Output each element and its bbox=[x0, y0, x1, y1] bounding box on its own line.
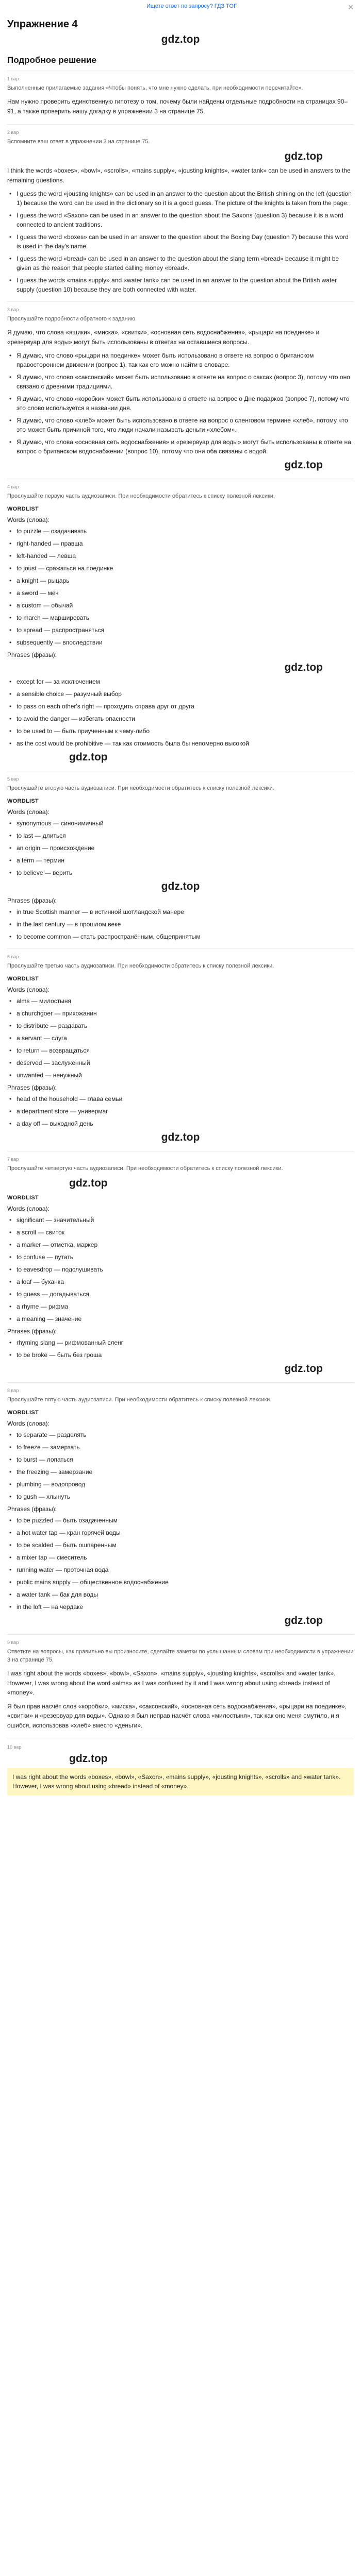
wordlist-title: WORDLIST bbox=[7, 1410, 39, 1416]
answer-label: 2 вар bbox=[7, 130, 19, 135]
answer-label: 6 вар bbox=[7, 954, 19, 960]
list-item: • I guess the word «bread» can be used in an answer to the question about the slang term «bread» because it might be given as the reason that people started calling money «bread». bbox=[7, 254, 354, 273]
answer-card-3 bbox=[7, 301, 354, 479]
list-item: • to spread — распространяться bbox=[7, 625, 354, 635]
answer-card-10 bbox=[7, 1739, 354, 1804]
list-item: • to march — маршировать bbox=[7, 613, 354, 622]
list-item: • I guess the words «mains supply» and «water tank» can be used in an answer to the question about the British water supply (question 10) because they are both connected with water. bbox=[7, 276, 354, 294]
page-title: Упражнение 4 bbox=[7, 19, 78, 30]
list-item: • to believe — верить bbox=[7, 868, 354, 877]
phrase-list bbox=[7, 1516, 354, 1612]
list-item: • I guess the word «Saxon» can be used in an answer to the question about the Saxons (question 3) because it is a word connected to ancient traditions. bbox=[7, 211, 354, 229]
list-item: • alms — милостыня bbox=[7, 996, 354, 1006]
word-list bbox=[7, 1215, 354, 1324]
list-item: • public mains supply — общественное водоснабжение bbox=[7, 1578, 354, 1587]
answer-label: 8 вар bbox=[7, 1388, 19, 1394]
answer-card-5 bbox=[7, 771, 354, 948]
list-item: • Я думаю, что слова «основная сеть водоснабжения» и «резервуар для воды» могут быть использованы в ответе на вопрос о британском водоснабжении (вопрос 10), потому что они оба связаны с водой. bbox=[7, 437, 354, 456]
list-item: • to be broke — быть без гроша bbox=[7, 1350, 354, 1360]
group-title: Words (слова): bbox=[7, 1205, 50, 1213]
list-item: • Я думаю, что слово «саксонский» может быть использовано в ответе на вопрос о саксах (вопрос 3), потому что оно связано с древними традициями. bbox=[7, 372, 354, 391]
watermark: gdz.top bbox=[161, 33, 200, 45]
answer-intro: Прослушайте четвертую часть аудиозаписи. При необходимости обратитесь к списку полезной лексики. bbox=[7, 1165, 283, 1172]
list-item: • a mixer tap — смеситель bbox=[7, 1553, 354, 1562]
list-item: • to eavesdrop — подслушивать bbox=[7, 1265, 354, 1274]
top-bar bbox=[0, 0, 361, 19]
list-item: • Я думаю, что слово «рыцари на поединке» может быть использовано в ответе на вопрос о британском правостороннем движении (вопрос 1), так как его можно найти в словаре. bbox=[7, 351, 354, 369]
watermark: gdz.top bbox=[284, 1363, 323, 1375]
list-item: • except for — за исключением bbox=[7, 677, 354, 686]
list-item: • I guess the word «jousting knights» can be used in an answer to the question about the British shining on the left (question 1) because the word can be used in the dictionary so it is a good guess. The picture of the knights is taken from the page. bbox=[7, 189, 354, 208]
list-item: • a hot water tap — кран горячей воды bbox=[7, 1528, 354, 1537]
list-item: • a loaf — буханка bbox=[7, 1277, 354, 1286]
group-title: Words (слова): bbox=[7, 986, 50, 994]
list-item: • a rhyme — рифма bbox=[7, 1302, 354, 1311]
answer-card-1 bbox=[7, 71, 354, 124]
list-item: • a term — термин bbox=[7, 856, 354, 865]
list-item: • plumbing — водопровод bbox=[7, 1480, 354, 1489]
answer-paragraph: Я думаю, что слова «ящики», «миска», «свитки», «основная сеть водоснабжения», «рыцари на поединке» и «резервуар для воды» могут быть использованы в ответах на оставшиеся вопросы. bbox=[7, 329, 320, 346]
answer-intro: Прослушайте третью часть аудиозаписи. При необходимости обратитесь к списку полезной лексики. bbox=[7, 963, 274, 970]
list-item: • rhyming slang — рифмованный сленг bbox=[7, 1338, 354, 1347]
answer-intro: Прослушайте первую часть аудиозаписи. При необходимости обратитесь к списку полезной лексики. bbox=[7, 493, 275, 500]
answer-intro: Прослушайте пятую часть аудиозаписи. При необходимости обратитесь к списку полезной лексики. bbox=[7, 1397, 272, 1403]
list-item: • a servant — слуга bbox=[7, 1033, 354, 1043]
list-item: • to joust — сражаться на поединке bbox=[7, 564, 354, 573]
list-item: • right-handed — правша bbox=[7, 539, 354, 548]
group-title: Phrases (фразы): bbox=[7, 1328, 57, 1335]
answer-paragraph: I was right about the words «boxes», «bowl», «Saxon», «mains supply», «jousting knights», «scrolls» and «water tank». However, I was wrong about the word «alms» as I was confused by it and I was wrong about using «bread» instead of «money». bbox=[7, 1669, 336, 1697]
list-item: • to burst — лопаться bbox=[7, 1455, 354, 1464]
answer-card-6 bbox=[7, 948, 354, 1151]
answer-intro: Вспомните ваш ответ в упражнении 3 на странице 75. bbox=[7, 139, 150, 145]
list-item: • to gush — хлынуть bbox=[7, 1492, 354, 1501]
group-title: Words (слова): bbox=[7, 516, 50, 524]
answer-label: 3 вар bbox=[7, 307, 19, 313]
answer-card-4 bbox=[7, 479, 354, 771]
list-item: • to guess — догадываться bbox=[7, 1290, 354, 1299]
list-item: • to freeze — замерзать bbox=[7, 1443, 354, 1452]
group-title: Phrases (фразы): bbox=[7, 1084, 57, 1092]
answer-label: 5 вар bbox=[7, 776, 19, 782]
list-item: • deserved — заслуженный bbox=[7, 1058, 354, 1067]
list-item: • subsequently — впоследствии bbox=[7, 638, 354, 647]
answer-label: 7 вар bbox=[7, 1157, 19, 1162]
answer-card-7 bbox=[7, 1151, 354, 1382]
answer-paragraph: Я был прав насчёт слов «коробки», «миска», «саксонский», «основная сеть водоснабжения», «рыцари на поединке», «свитки» и «резервуар для воды». Однако я был неправ насчёт слова «милостыня», так как оно меня смутило, и я ошибся, использовав «хлеб» вместо «деньги». bbox=[7, 1702, 347, 1729]
group-title: Words (слова): bbox=[7, 1420, 50, 1428]
list-item: • a water tank — бак для воды bbox=[7, 1590, 354, 1599]
phrase-list bbox=[7, 677, 354, 748]
list-item: • a marker — отметка, маркер bbox=[7, 1240, 354, 1249]
list-item: • a sword — меч bbox=[7, 588, 354, 598]
list-item: • Я думаю, что слово «хлеб» может быть использовано в ответе на вопрос о сленговом термине «хлеб», потому что это может быть причиной того, что люди начали называть деньги «хлебом». bbox=[7, 416, 354, 434]
wordlist-title: WORDLIST bbox=[7, 1195, 39, 1201]
list-item: • to avoid the danger — избегать опасности bbox=[7, 714, 354, 723]
word-list bbox=[7, 527, 354, 647]
watermark: gdz.top bbox=[284, 1615, 323, 1627]
word-list bbox=[7, 1430, 354, 1501]
list-item: • to distribute — раздавать bbox=[7, 1021, 354, 1030]
answer-label: 1 вар bbox=[7, 76, 19, 81]
group-title: Phrases (фразы): bbox=[7, 651, 57, 659]
watermark: gdz.top bbox=[161, 1131, 200, 1144]
answer-intro: Прослушайте подробности обратного к заданию. bbox=[7, 316, 137, 323]
list-item: • synonymous — синонимичный bbox=[7, 819, 354, 828]
list-item: • the freezing — замерзание bbox=[7, 1467, 354, 1477]
list-item: • to be scalded — быть ошпаренным bbox=[7, 1540, 354, 1550]
top-promo-link[interactable]: Ищете ответ по запросу? ГДЗ ТОП bbox=[146, 3, 238, 9]
list-item: • to become common — стать распространённым, общепринятым bbox=[7, 932, 354, 941]
list-item: • as the cost would be prohibitive — так как стоимость была бы непомерно высокой bbox=[7, 739, 354, 748]
list-item: • to return — возвращаться bbox=[7, 1046, 354, 1055]
list-item: • a day off — выходной день bbox=[7, 1119, 354, 1128]
answer-intro: Ответьте на вопросы, как правильно вы произносите, сделайте заметки по услышанным словам при необходимости в упражнении 3 на странице 75. bbox=[7, 1649, 354, 1663]
wordlist-title: WORDLIST bbox=[7, 798, 39, 805]
list-item: • a scroll — свиток bbox=[7, 1228, 354, 1237]
list-item: • to be puzzled — быть озадаченным bbox=[7, 1516, 354, 1525]
page-subtitle: Подробное решение bbox=[7, 55, 96, 65]
answer-label: 9 вар bbox=[7, 1640, 19, 1646]
answer-paragraph: I think the words «boxes», «bowl», «scrolls», «mains supply», «jousting knights», «water tank» can be used in answers to the remaining questions. bbox=[7, 167, 351, 184]
answer-label: 10 вар bbox=[7, 1744, 22, 1750]
answer-card-8 bbox=[7, 1382, 354, 1634]
list-item: • a sensible choice — разумный выбор bbox=[7, 689, 354, 699]
list-item: • significant — значительный bbox=[7, 1215, 354, 1225]
list-item: • in the loft — на чердаке bbox=[7, 1602, 354, 1612]
list-item: • to be used to — быть приученным к чему-либо bbox=[7, 726, 354, 736]
answer-intro: Выполненные прилагаемые задания «Чтобы понять, что мне нужно сделать, при необходимости перечитайте». bbox=[7, 85, 303, 91]
list-item: • in the last century — в прошлом веке bbox=[7, 920, 354, 929]
answer-intro: Прослушайте вторую часть аудиозаписи. При необходимости обратитесь к списку полезной лексики. bbox=[7, 785, 274, 792]
phrase-list bbox=[7, 1094, 354, 1128]
watermark: gdz.top bbox=[69, 751, 108, 764]
wordlist-title: WORDLIST bbox=[7, 976, 39, 982]
list-item: • a knight — рыцарь bbox=[7, 576, 354, 585]
highlighted-answer: I was right about the words «boxes», «bowl», «Saxon», «mains supply», «jousting knights», «scrolls» and «water tank». However, I was wrong about using «bread» instead of «money». bbox=[7, 1768, 354, 1795]
watermark: gdz.top bbox=[161, 880, 200, 893]
list-item: • a meaning — значение bbox=[7, 1314, 354, 1324]
list-item: • a custom — обычай bbox=[7, 601, 354, 610]
content bbox=[0, 19, 361, 1804]
bullet-list bbox=[7, 351, 354, 456]
watermark: gdz.top bbox=[284, 150, 323, 163]
group-title: Phrases (фразы): bbox=[7, 897, 57, 905]
watermark: gdz.top bbox=[284, 662, 323, 674]
answer-label: 4 вар bbox=[7, 484, 19, 490]
list-item: • in true Scottish manner — в истинной шотландской манере bbox=[7, 907, 354, 917]
group-title: Phrases (фразы): bbox=[7, 1505, 57, 1513]
watermark: gdz.top bbox=[69, 1752, 108, 1765]
list-item: • to confuse — путать bbox=[7, 1252, 354, 1262]
watermark: gdz.top bbox=[69, 1177, 108, 1190]
answer-paragraph: Нам нужно проверить единственную гипотезу о том, почему были найдены отдельные подробности на страницах 90–91, а также проверить нашу догадку в упражнении 3 на странице 75. bbox=[7, 97, 348, 115]
list-item: • left-handed — левша bbox=[7, 551, 354, 561]
close-icon[interactable]: ✕ bbox=[348, 3, 354, 11]
phrase-list bbox=[7, 907, 354, 941]
answer-card-9 bbox=[7, 1634, 354, 1738]
list-item: • an origin — происхождение bbox=[7, 843, 354, 853]
phrase-list bbox=[7, 1338, 354, 1360]
word-list bbox=[7, 996, 354, 1080]
list-item: • running water — проточная вода bbox=[7, 1565, 354, 1574]
list-item: • unwanted — ненужный bbox=[7, 1071, 354, 1080]
list-item: • to separate — разделять bbox=[7, 1430, 354, 1439]
list-item: • Я думаю, что слово «коробки» может быть использовано в ответе на вопрос о Дне подарков (вопрос 7), потому что это слово используется в названии дня. bbox=[7, 394, 354, 413]
watermark: gdz.top bbox=[284, 459, 323, 471]
list-item: • head of the household — глава семьи bbox=[7, 1094, 354, 1104]
bullet-list bbox=[7, 189, 354, 294]
group-title: Words (слова): bbox=[7, 808, 50, 816]
list-item: • to pass on each other's right — проходить справа друг от друга bbox=[7, 702, 354, 711]
word-list bbox=[7, 819, 354, 877]
list-item: • a churchgoer — прихожанин bbox=[7, 1009, 354, 1018]
list-item: • a department store — универмаг bbox=[7, 1107, 354, 1116]
list-item: • I guess the word «boxes» can be used in an answer to the question about the Boxing Day (question 7) because this word is used in the day's name. bbox=[7, 232, 354, 251]
wordlist-title: WORDLIST bbox=[7, 506, 39, 513]
list-item: • to last — длиться bbox=[7, 831, 354, 840]
list-item: • to puzzle — озадачивать bbox=[7, 527, 354, 536]
answer-card-2 bbox=[7, 124, 354, 301]
